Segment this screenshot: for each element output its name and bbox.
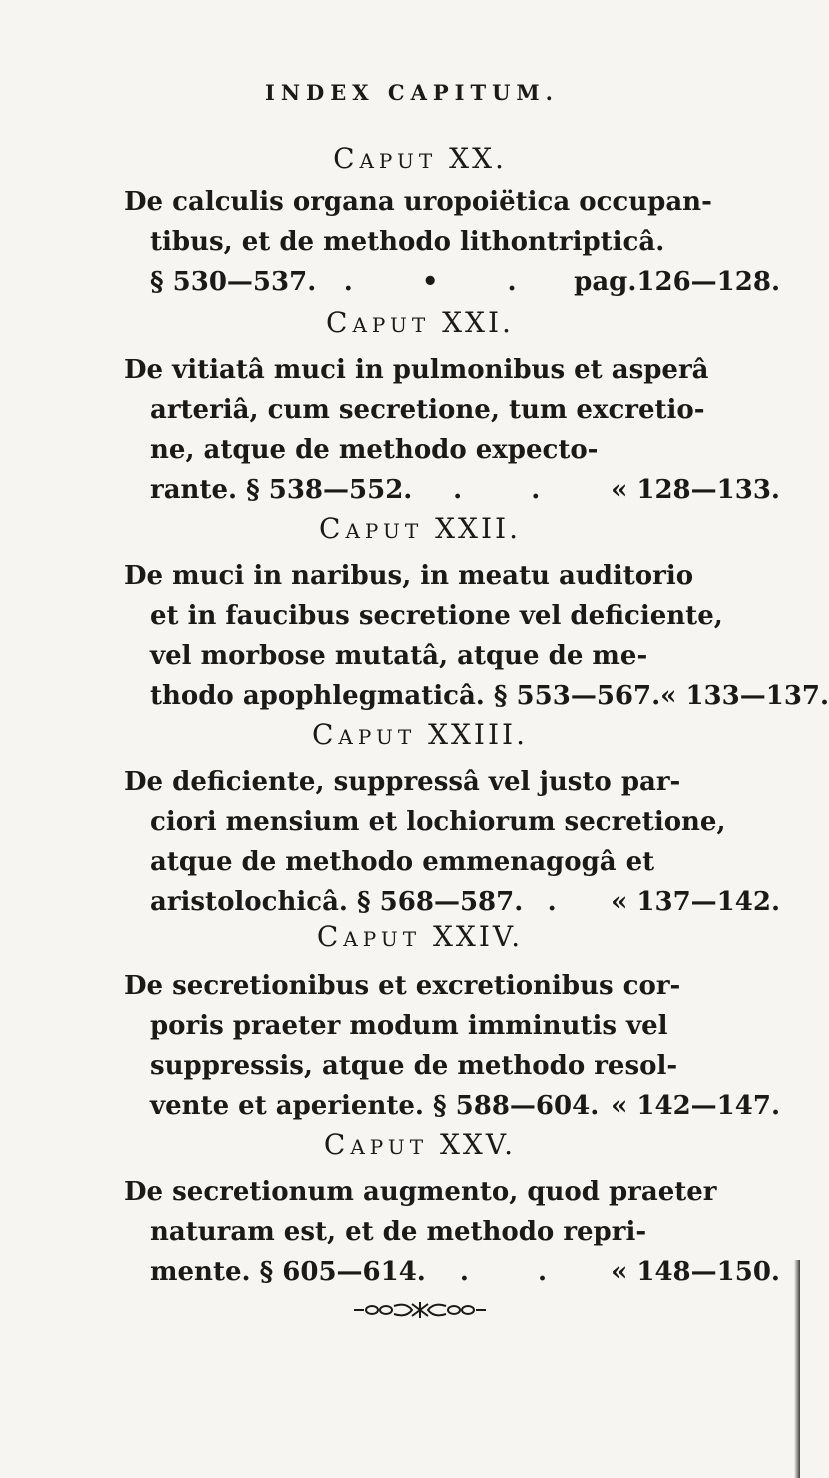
section-range: vente et aperiente. § 588—604. (150, 1091, 600, 1121)
entry-line: et in faucibus secretione vel deficiente, (150, 601, 723, 631)
chapter-heading-number: XXII. (435, 512, 521, 545)
chapter-heading (0, 306, 800, 339)
entry-reference (124, 262, 780, 302)
entry-line: De vitiatâ muci in pulmonibus et asperâ (124, 355, 709, 385)
chapter-heading-word: Caput (323, 1128, 429, 1161)
chapter-heading-word: Caput (311, 718, 417, 751)
entry-line: arteriâ, cum secretione, tum excretio- (150, 395, 705, 425)
chapter-heading-word: Caput (319, 512, 424, 545)
page-range: « 128—133. (611, 475, 780, 505)
entry-reference (124, 1252, 780, 1292)
chapter-entry (124, 182, 784, 302)
section-range: mente. § 605—614. (150, 1257, 426, 1287)
chapter-heading-number: XXIII. (428, 718, 529, 751)
page-range: pag.126—128. (574, 267, 780, 297)
chapter-heading (0, 1128, 800, 1161)
chapter-heading (0, 512, 800, 545)
entry-line: tibus, et de methodo lithontripticâ. (150, 227, 665, 257)
entry-reference (124, 1086, 780, 1126)
chapter-heading-word: Caput (326, 306, 431, 339)
leader-dots: . (547, 887, 587, 917)
chapter-heading-number: XXV. (439, 1128, 517, 1161)
chapter-heading (0, 718, 800, 751)
entry-reference (124, 470, 780, 510)
entry-reference (124, 882, 780, 922)
page-edge-shadow (794, 1260, 800, 1478)
chapter-heading (0, 920, 800, 953)
page-range: « 137—142. (611, 887, 780, 917)
chapter-heading-number: XX. (449, 142, 507, 175)
entry-line: atque de methodo emmenagogâ et (150, 847, 655, 877)
section-range: aristolochicâ. § 568—587. (150, 887, 524, 917)
chapter-entry (124, 762, 784, 922)
entry-line: De muci in naribus, in meatu auditorio (124, 561, 694, 591)
entry-line: suppressis, atque de methodo resol- (150, 1051, 678, 1081)
entry-reference (124, 676, 829, 716)
entry-line: De calculis organa uropoiëtica occupan- (124, 187, 712, 217)
leader-dots: . . (453, 475, 571, 505)
chapter-entry (124, 350, 784, 510)
section-range: rante. § 538—552. (150, 475, 413, 505)
running-head: INDEX CAPITUM. (265, 80, 559, 105)
chapter-heading (0, 142, 800, 175)
entry-line: De secretionibus et excretionibus cor- (124, 971, 681, 1001)
chapter-heading-number: XXI. (442, 306, 514, 339)
chapter-entry (124, 966, 784, 1126)
chapter-heading-number: XXIV. (432, 920, 524, 953)
entry-line: naturam est, et de methodo repri- (150, 1217, 647, 1247)
chapter-heading-word: Caput (316, 920, 422, 953)
chapter-heading-word: Caput (333, 142, 438, 175)
chapter-entry (124, 1172, 784, 1292)
entry-line: vel morbose mutatâ, atque de me- (150, 641, 648, 671)
page-range: « 133—137. (660, 681, 829, 711)
entry-line: ne, atque de methodo expecto- (150, 435, 599, 465)
fleuron-icon (350, 1300, 490, 1320)
entry-line: ciori mensium et lochiorum secretione, (150, 807, 726, 837)
section-range: thodo apophlegmaticâ. § 553—567. (150, 681, 661, 711)
ornament-icon (0, 1300, 800, 1324)
entry-line: poris praeter modum imminutis vel (150, 1011, 668, 1041)
page-range: « 142—147. (611, 1091, 780, 1121)
chapter-entry (124, 556, 829, 716)
leader-dots: . • . (343, 267, 547, 297)
entry-line: De deficiente, suppressâ vel justo par- (124, 767, 681, 797)
page-range: « 148—150. (611, 1257, 780, 1287)
entry-line: De secretionum augmento, quod praeter (124, 1177, 717, 1207)
leader-dots: . . (459, 1257, 578, 1287)
section-range: § 530—537. (150, 267, 317, 297)
